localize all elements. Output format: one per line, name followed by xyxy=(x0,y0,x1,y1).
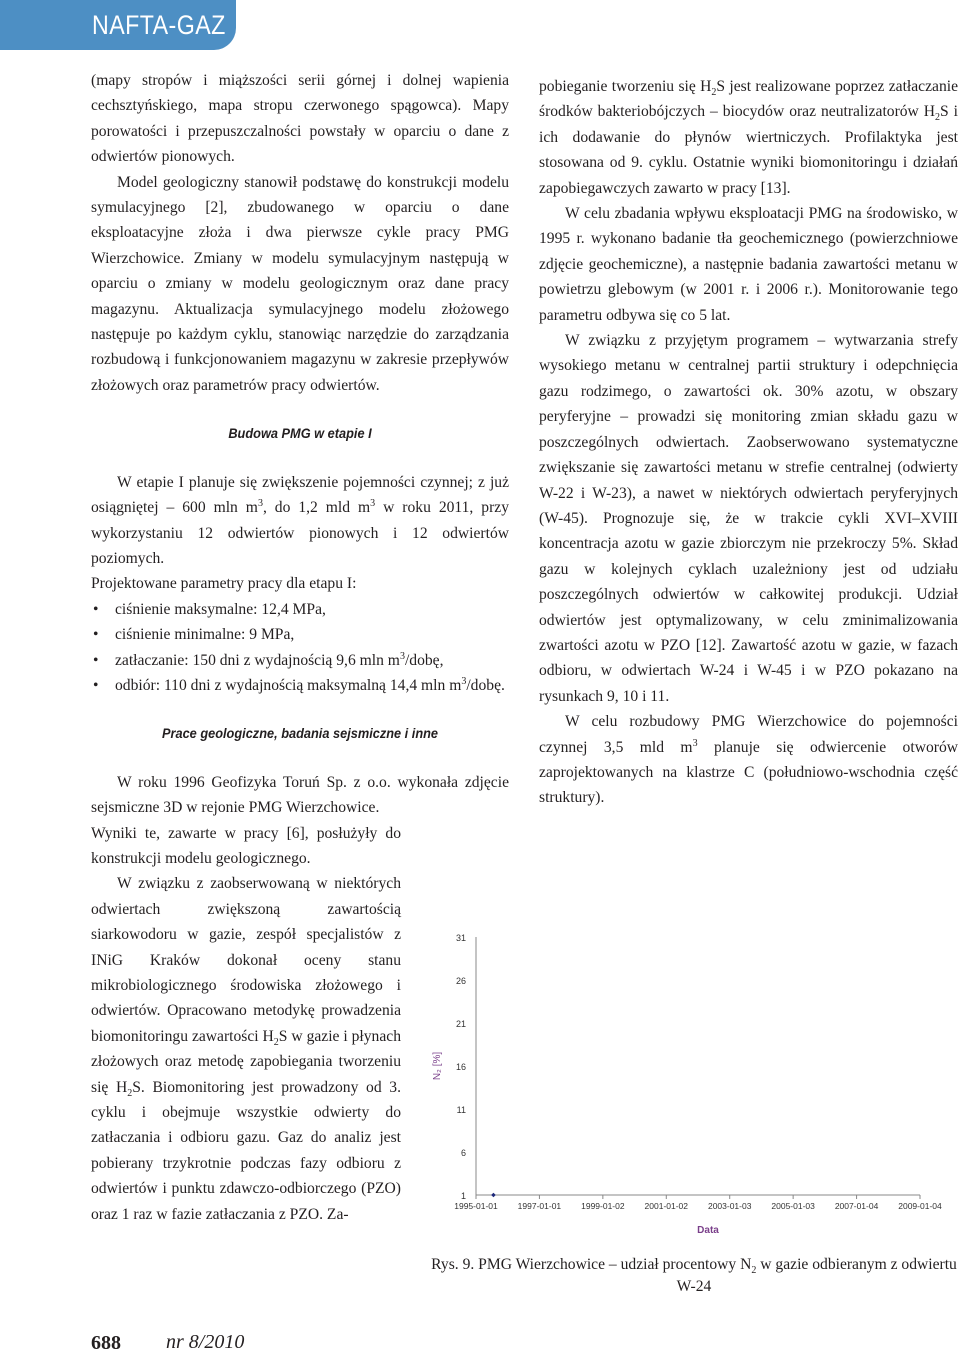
left-paragraph-5b: Wyniki te, zawarte w pracy [6], posłużyły do konstrukcji modelu geologicznego. xyxy=(91,824,401,867)
x-tick-label: 2001-01-02 xyxy=(644,1201,689,1211)
left-narrow-block xyxy=(91,821,401,1228)
figure-caption: Rys. 9. PMG Wierzchowice – udział procentowy $N_2$ w gazie odbieranym z odwiertu W-24 xyxy=(431,1256,957,1295)
x-tick-label: 1995-01-01 xyxy=(454,1201,498,1211)
y-tick-label: 16 xyxy=(455,1062,466,1072)
x-tick-label: 1997-01-01 xyxy=(517,1201,562,1211)
list-item: • odbiór: 110 dni z wydajnością maksymalną 14,4 mln $m^3$/dobę. xyxy=(91,673,509,698)
right-paragraph-1: pobieganie tworzeniu się $H_2S$ jest realizowane poprzez zatłaczanie środków bakteriobójczych – biocydów oraz neutralizatorów $H_2S$ i ich dodawanie do płynów wiertniczych. Profilaktyka jest stosowana od 9. cyklu. Ostatnie wyniki biomonitoringu i działań zapobiegawczych zawarto w pracy [13]. xyxy=(539,78,959,197)
left-paragraph-6: W związku z zaobserwowaną w niektórych odwiertach zwiększoną zawartością siarkowodoru w gazie, zespół specjalistów z INiG Kraków dokonał oceny stanu mikrobiologicznego środowiska złożowego i odwiertów. Opracowano metodykę prowadzenia biomonitoringu zawartości $H_2S$ w gazie i płynach złożowych oraz metodę zapobiegania tworzeniu się $H_2S$. Biomonitoring jest prowadzony od 3. cyklu i obejmuje wszystkie odwierty do zatłaczania i odbioru gazu. Gaz do analiz jest pobierany trzykrotnie podczas fazy odbioru z odwiertów i punktu zdawczo-odbiorczego (PZO) oraz 1 raz w fazie zatłaczania z PZO. Za- xyxy=(91,875,401,1223)
x-tick-label: 2003-01-03 xyxy=(707,1201,752,1211)
right-paragraph-2: W celu zbadania wpływu eksploatacji PMG na środowisko, w 1995 r. wykonano badanie tła geochemicznego (powierzchniowe zdjęcie geochemiczne), a następnie badania zawartości metanu w powietrzu glebowym (w 2001 r. i 2006 r.). Monitorowanie tego parametru odbywa się co 5 lat. xyxy=(539,205,958,324)
left-paragraph-4: Projektowane parametry pracy dla etapu I: xyxy=(91,575,357,593)
section-heading-stage-one: Budowa PMG w etapie I xyxy=(228,426,372,443)
y-tick-label: 11 xyxy=(456,1105,466,1115)
right-paragraph-4: W celu rozbudowy PMG Wierzchowice do pojemności czynnej 3,5 mld $m^3$ planuje się odwiercenie otworów zaprojektowanych na klastrze C (południowo-wschodnia część struktury). xyxy=(539,713,959,807)
y-axis-label: N₂ [%] xyxy=(432,1051,443,1081)
left-paragraph-2: Model geologiczny stanowił podstawę do konstrukcji modelu symulacyjnego [2], zbudowanego w oparciu o dane eksploatacyjne złoża i dwa pierwsze cykle pracy PMG Wierzchowice. Zmiany w modelu symulacyjnym następują w oparciu o zmiany w modelu geologicznym oraz dane pracy magazynu. Aktualizacja symulacyjnego modelu złożowego następuje po każdym cyklu, stanowiąc narzędzie do zarządzania rozbudową i funkcjonowaniem magazynu w zakresie przepływów złożowych oraz parametrów pracy odwiertów. xyxy=(91,173,509,394)
list-item: • zatłaczanie: 150 dni z wydajnością 9,6 mln $m^3$/dobę, xyxy=(91,648,509,673)
y-tick-label: 31 xyxy=(455,933,466,943)
journal-title: NAFTA-GAZ xyxy=(92,10,226,40)
right-paragraph-3: W związku z przyjętym programem – wytwarzania strefy wysokiego metanu w centralnej partii struktury i odepchnięcia gazu rodzimego, o zawartości ok. 30% azotu, w obszary peryferyjne – prowadzi się monitoring zmian składu gazu w poszczególnych odwiertach. Zaobserwowano systematyczne zwiększanie się zawartości metanu w strefie centralnej (odwierty W-22 i W-23), a nawet w niektórych odwiertach peryferyjnych (W-45). Prognozuje się, że w trakcie cykli XVI–XVIII koncentracja azotu w gazie zbiorczym nie przekroczy 5%. Skład gazu w kolejnych cyklach uzależniony jest od udziału poszczególnych odwiertów w całkowitej produkcji. Udział odwiertów jest optymalizowany, w celu zminimalizowania zwartości azotu w PZO [12]. Zawartość azotu w gazie, w fazach odbioru, w odwiertach W-24 i W-45 i w PZO pokazano na rysunkach 9, 10 i 11. xyxy=(539,332,958,705)
y-tick-label: 1 xyxy=(460,1191,466,1201)
x-tick-label: 1999-01-02 xyxy=(581,1201,625,1211)
x-tick-label: 2005-01-03 xyxy=(771,1201,815,1211)
x-tick-label: 2007-01-04 xyxy=(834,1201,879,1211)
left-paragraph-1: (mapy stropów i miąższości serii górnej i dolnej wapienia cechsztyńskiego, mapa stropu czerwonego spągowca). Mapy porowatości i przepuszczalności powstały w oparciu o dane z odwiertów pionowych. xyxy=(91,72,509,166)
figure-n2-chart xyxy=(428,915,960,1245)
y-tick-label: 26 xyxy=(455,976,466,986)
x-tick-label: 2009-01-04 xyxy=(898,1201,942,1211)
section-heading-geology: Prace geologiczne, badania sejsmiczne i inne xyxy=(161,726,439,743)
list-item: • ciśnienie maksymalne: 12,4 MPa, xyxy=(91,597,509,622)
data-point xyxy=(491,1193,496,1198)
left-paragraph-3: W etapie I planuje się zwiększenie pojemności czynnej; z już osiągniętej – 600 mln $m^3$, do 1,2 mld $m^3$ w roku 2011, przy wykorzystaniu 12 odwiertów pionowych i 12 odwiertów poziomych. xyxy=(91,473,509,567)
parameters-list xyxy=(91,597,509,699)
left-paragraph-5: W roku 1996 Geofizyka Toruń Sp. z o.o. wykonała zdjęcie sejsmiczne 3D w rejonie PMG Wierzchowice. xyxy=(91,773,509,817)
chart-svg xyxy=(428,915,960,1245)
issue-label: nr 8/2010 xyxy=(166,1331,245,1353)
y-tick-label: 21 xyxy=(455,1019,466,1029)
page-number: 688 xyxy=(91,1332,121,1354)
x-axis-label: Data xyxy=(697,1225,719,1236)
journal-header-band xyxy=(0,0,236,50)
right-column xyxy=(539,74,958,811)
list-item: • ciśnienie minimalne: 9 MPa, xyxy=(91,622,509,647)
y-tick-label: 6 xyxy=(460,1148,466,1158)
